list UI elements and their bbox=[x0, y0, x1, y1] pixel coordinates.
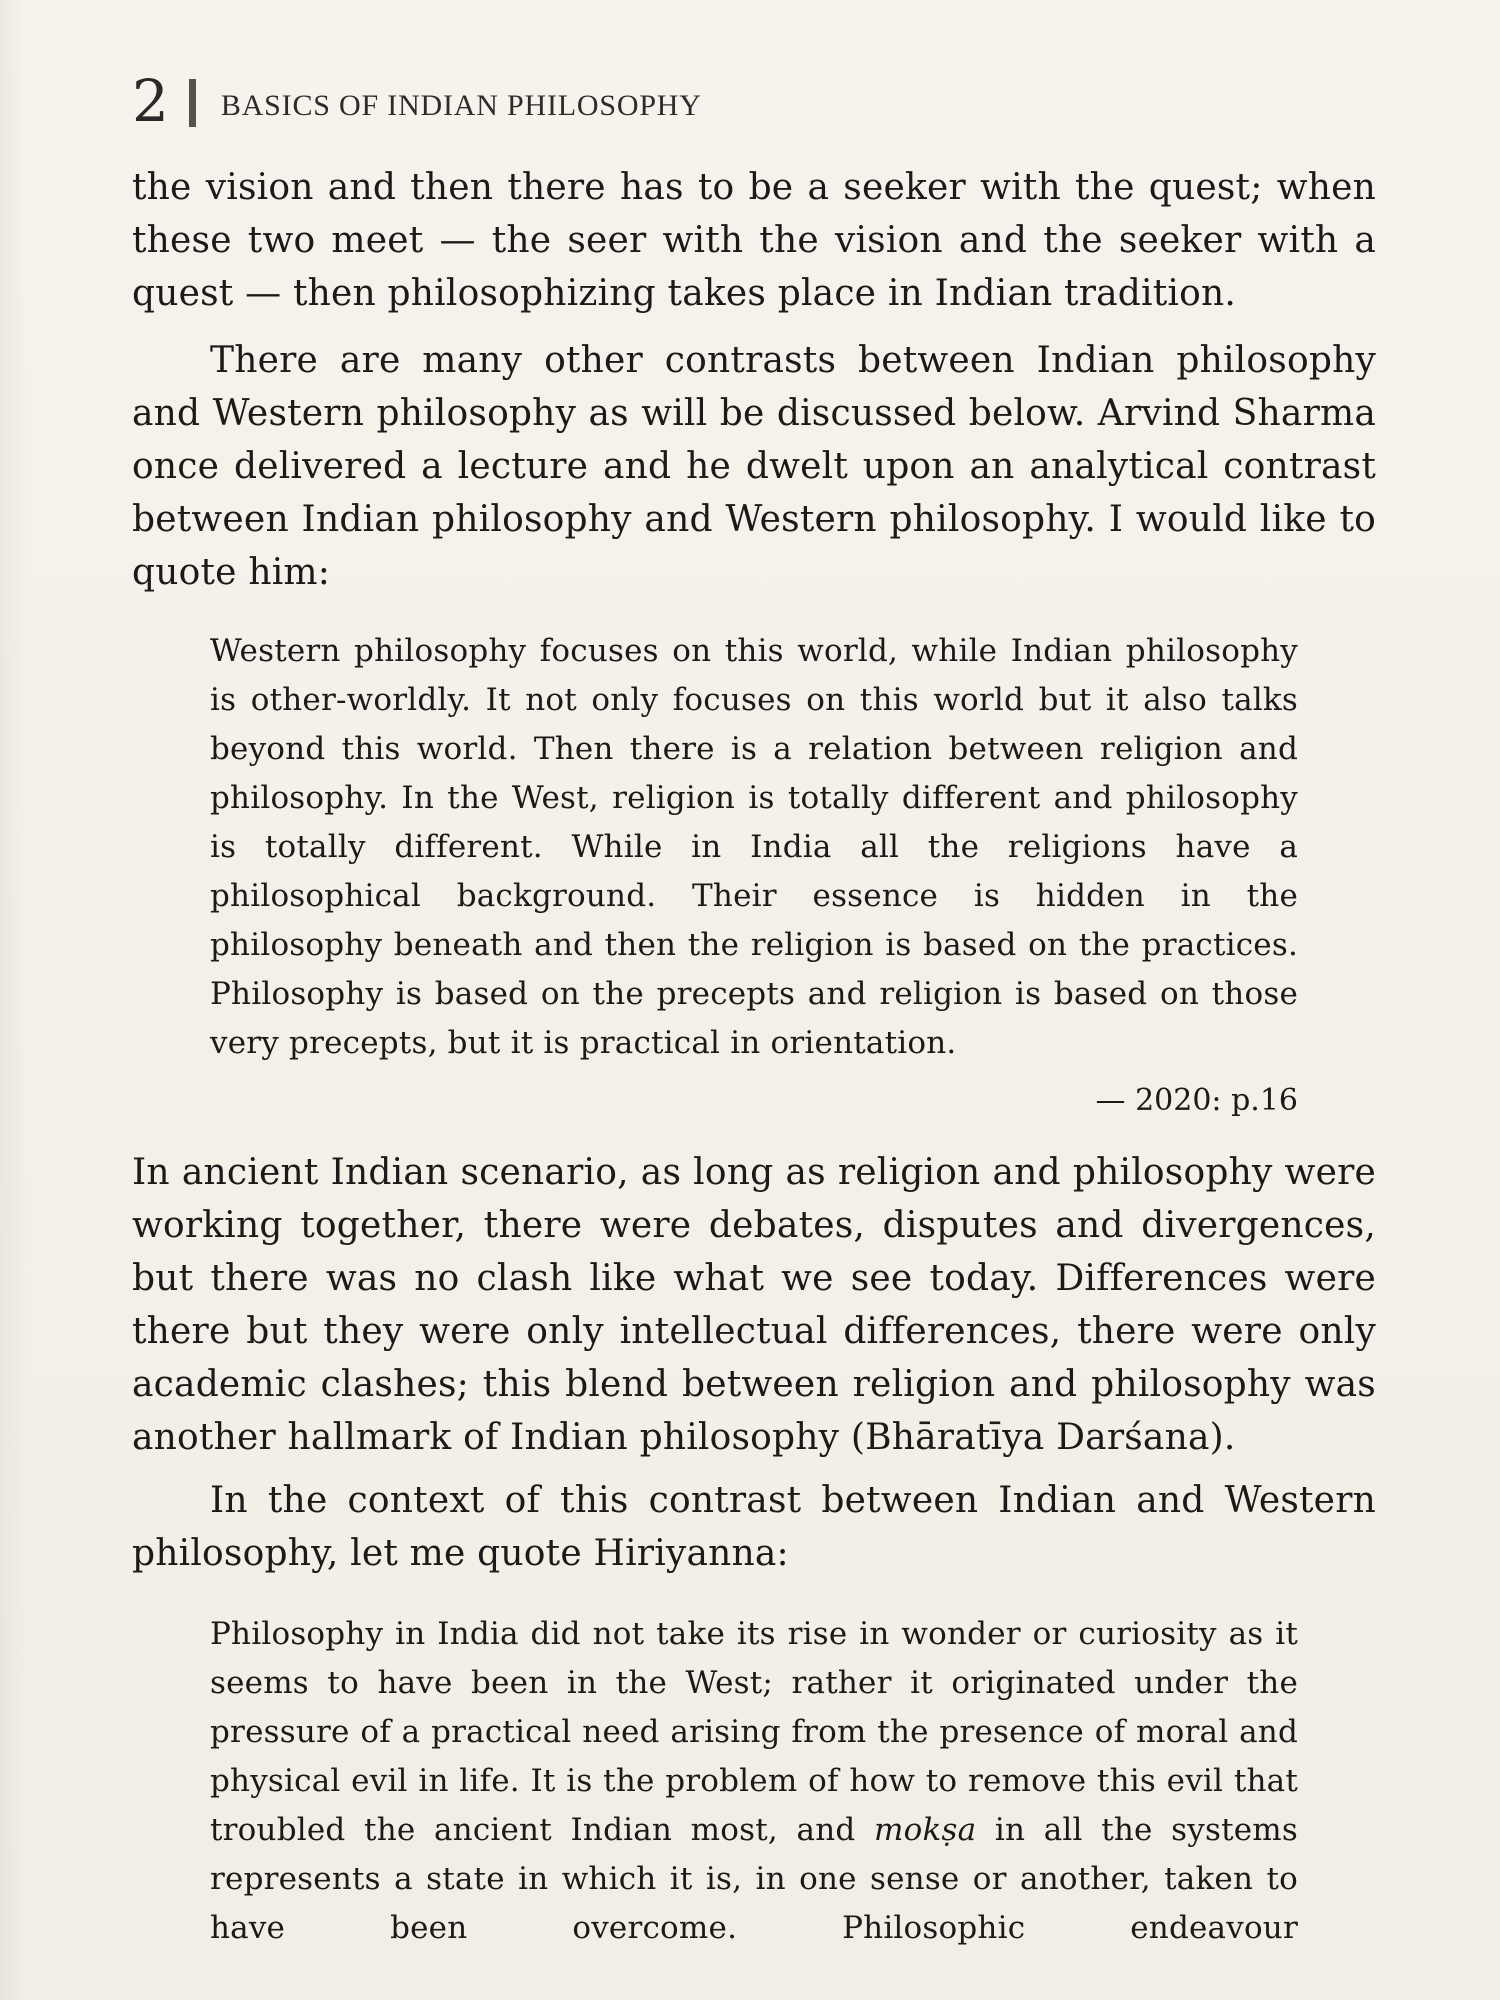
italic-term-moksa: mokṣa bbox=[874, 1812, 977, 1848]
paragraph-contrasts: There are many other contrasts between Indian philosophy and Western philosophy as will be discussed below. Arvind Sharma once delivered a lecture and he dwelt upon an analytical contrast between Indian philosophy and Western philosophy. I would like to quote him: bbox=[132, 340, 1376, 593]
block-quote-sharma: Western philosophy focuses on this world, while Indian philosophy is other-worldly. It not only focuses on this world but it also talks beyond this world. Then there is a relation between religion and philosophy. In the West, religion is totally different and philosophy is totally different. While in India all the religions have a philosophical background. Their essence is hidden in the philosophy beneath and then the religion is based on the practices. Philosophy is based on the precepts and religion is based on those very precepts, but it is practical in orientation. bbox=[210, 633, 1298, 1061]
block-quote-hiriyanna bbox=[210, 1610, 1298, 1953]
page-number: 2 bbox=[132, 67, 169, 135]
book-title: BASICS OF INDIAN PHILOSOPHY bbox=[220, 89, 702, 122]
paragraph-hiriyanna-intro: In the context of this contrast between Indian and Western philosophy, let me quote Hiriyanna: bbox=[132, 1480, 1376, 1574]
paragraph-ancient-scenario: In ancient Indian scenario, as long as religion and philosophy were working together, there were debates, disputes and divergences, but there was no clash like what we see today. Differences were there but they were only intellectual differences, there were only academic clashes; this blend between religion and philosophy was another hallmark of Indian philosophy (Bhāratīya Darśana). bbox=[132, 1152, 1376, 1458]
quote-text-before-italic: Philosophy in India did not take its rise in wonder or curiosity as it seems to have been in the West; rather it originated under the pressure of a practical need arising from the presence of moral and physical evil in life. It is the problem of how to remove this evil that troubled the ancient Indian most, and bbox=[210, 1616, 1298, 1848]
quote-citation: — 2020: p.16 bbox=[1095, 1083, 1298, 1118]
page-shadow bbox=[0, 0, 28, 2000]
quote-text-after-italic: in all the systems represents a state in which it is, in one sense or another, taken to have been overcome. Philosophic endeavour bbox=[210, 1812, 1298, 1946]
running-header bbox=[132, 66, 702, 136]
header-divider bbox=[189, 79, 196, 127]
paragraph-continuation: the vision and then there has to be a seeker with the quest; when these two meet — the seer with the vision and the seeker with a quest — then philosophizing takes place in Indian tradition. bbox=[132, 167, 1376, 314]
